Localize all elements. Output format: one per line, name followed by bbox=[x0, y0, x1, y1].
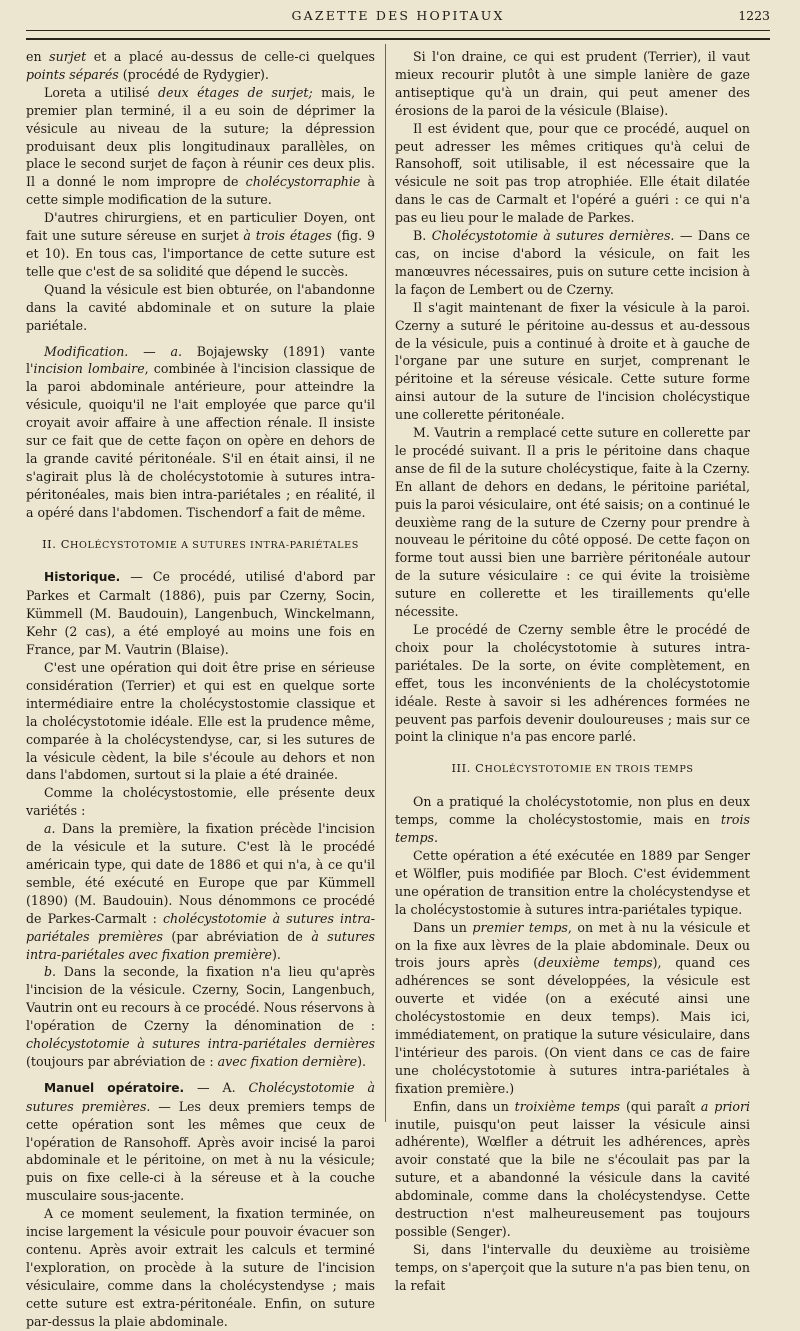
section-heading-2: II. CHOLÉCYSTOTOMIE A SUTURES INTRA-PARIÉTALES bbox=[42, 536, 359, 551]
paragraph: D'autres chirurgiens, et en particulier Doyen, ont fait une suture séreuse en surjet à trois étages (fig. 9 et 10). En tous cas, l'importance de cette suture est telle que c'est de sa solidité que dépend le succès. bbox=[26, 210, 375, 279]
header-rule-thin bbox=[26, 30, 770, 31]
paragraph: b. Dans la seconde, la fixation n'a lieu qu'après l'incision de la vésicule. Czerny, Socin, Langenbuch, Vautrin ont eu recours à ce procédé. Nous réservons à l'opération de Czerny la dénomination de : cholécystotomie à sutures intra-pariétales dernières (toujours par abréviation de : avec fixation dernière). bbox=[26, 964, 375, 1069]
paragraph: Dans un premier temps, on met à nu la vésicule et on la fixe aux lèvres de la plaie abdominale. Deux ou trois jours après (deuxième temps), quand ces adhérences se sont développées, la vésicule est ouverte et vidée (on a exécuté ainsi une cholécystostomie en deux temps). Mais ici, immédiatement, on pratique la suture vésiculaire, dans l'intérieur des parois. (On vient dans ce cas de faire une cholécystotomie à sutures intra-pariétales à fixation première.) bbox=[395, 919, 750, 1096]
paragraph: B. Cholécystotomie à sutures dernières. — Dans ce cas, on incise d'abord la vésicule, on fait les manœuvres nécessaires, puis on suture cette incision à la façon de Lembert ou de Czerny. bbox=[395, 228, 751, 297]
paragraph: Loreta a utilisé deux étages de surjet; mais, le premier plan terminé, il a eu soin de déprimer la vésicule au niveau de la suture; la dépression produisant deux plis longitudinaux parallèles, on place le second surjet de façon à réunir ces deux plis. Il a donné le nom impropre de cholécystorraphie à cette simple modification de la suture. bbox=[26, 84, 375, 208]
paragraph: On a pratiqué la cholécystotomie, non plus en deux temps, comme la cholécystostomie, mais en trois temps. bbox=[395, 794, 750, 846]
paragraph: Si, dans l'intervalle du deuxième au troisième temps, on s'aperçoit que la suture n'a pas bien tenu, on la refait bbox=[395, 1241, 750, 1293]
paragraph: Cette opération a été exécutée en 1889 par Senger et Wölfler, puis modifiée par Bloch. C'est évidemment une opération de transition entre la cholécystendyse et la cholécystostomie à sutures intra-pariétales typique. bbox=[395, 847, 750, 917]
journal-title: GAZETTE DES HOPITAUX bbox=[291, 8, 505, 23]
paragraph: Modification. — a. Bojajewsky (1891) vante l'incision lombaire, combinée à l'incision classique de la paroi abdominale antérieure, pour atteindre la vésicule, quoiqu'il ne l'ait employée que parce qu'il croyait avoir affaire à une affection rénale. Il insiste sur ce fait que de cette façon on opère en dehors de la grande cavité péritonéale. S'il en était ainsi, il ne s'agirait plus là de cholécystotomie à sutures intra-péritonéales, mais bien intra-pariétales ; en réalité, il a opéré dans l'abdomen. Tischendorf a fait de même. bbox=[26, 343, 376, 520]
paragraph: a. Dans la première, la fixation précède l'incision de la vésicule et la suture. C'est là le procédé américain type, qui date de 1886 et qui n'a, à ce qu'il semble, été exécuté en Europe que par Kümmell (1890) (M. Baudouin). Nous dénommons ce procédé de Parkes-Carmalt : cholécystotomie à sutures intra-pariétales premières (par abréviation de à sutures intra-pariétales avec fixation première). bbox=[26, 821, 375, 962]
paragraph: M. Vautrin a remplacé cette suture en collerette par le procédé suivant. Il a pris le péritoine dans chaque anse de fil de la suture cholécystique, faite à la Czerny. En allant de dehors en dedans, le péritoine pariétal, puis la paroi vésiculaire, ont été saisis; on a continué le deuxième rang de la suture de Czerny pour prendre à nouveau le péritoine du côté opposé. De cette façon on forme tout aussi bien une barrière péritonéale autour de la suture vésiculaire : ce qui évite la troisième suture en collerette et les tiraillements qu'elle nécessite. bbox=[395, 425, 750, 620]
paragraph: Si l'on draine, ce qui est prudent (Terrier), il vaut mieux recourir plutôt à une simple lanière de gaze antiseptique qu'à un drain, qui peut amener des érosions de la paroi de la vésicule (Blaise). bbox=[395, 49, 750, 118]
paragraph: Il est évident que, pour que ce procédé, auquel on peut adresser les mêmes critiques qu'à celui de Ransohoff, soit utilisable, il est nécessaire que la vésicule ne soit pas trop atrophiée. Elle était dilatée dans le cas de Carmalt et l'opéré a guéri : ce qui n'a pas eu lieu pour le malade de Parkes. bbox=[395, 120, 750, 226]
paragraph: en surjet et a placé au-dessus de celle-ci quelques points séparés (procédé de Rydygier). bbox=[26, 49, 375, 82]
page-number: 1223 bbox=[738, 8, 770, 23]
paragraph: Quand la vésicule est bien obturée, on l'abandonne dans la cavité abdominale et on suture la plaie pariétale. bbox=[26, 281, 375, 333]
paragraph: Enfin, dans un troixième temps (qui paraît a priori inutile, puisqu'on peut laisser la vésicule ainsi adhérente), Wœlfler a détruit les adhérences, après avoir constaté que la bile ne s'écoulait pas par la suture, et a abandonné la vésicule dans la cavité abdominale, comme dans la cholécystendyse. Cette destruction n'est malheureusement pas toujours possible (Senger). bbox=[395, 1098, 750, 1239]
paragraph: C'est une opération qui doit être prise en sérieuse considération (Terrier) et qui est en quelque sorte intermédiaire entre la cholécystostomie classique et la cholécystotomie idéale. Elle est la prudence même, comparée à la cholécystendyse, car, si les sutures de la vésicule cèdent, la bile s'écoule au dehors et non dans l'abdomen, surtout si la plaie a été drainée. bbox=[26, 660, 375, 783]
page-header bbox=[26, 6, 770, 30]
paragraph: A ce moment seulement, la fixation terminée, on incise largement la vésicule pour pouvoir évacuer son contenu. Après avoir extrait les calculs et terminé l'exploration, on procède à la suture de l'incision vésiculaire, comme dans la cholécystendyse ; mais cette suture est extra-péritonéale. Enfin, on suture par-dessus la plaie abdominale. bbox=[26, 1206, 375, 1329]
section-heading-3: III. CHOLÉCYSTOTOMIE EN TROIS TEMPS bbox=[451, 761, 694, 776]
column-separator bbox=[385, 44, 386, 1122]
paragraph: Le procédé de Czerny semble être le procédé de choix pour la cholécystotomie à sutures intra-pariétales. De la sorte, on évite complètement, en effet, tous les inconvénients de la cholécystotomie idéale. Reste à savoir si les adhérences formées ne peuvent pas parfois devenir douloureuses ; mais sur ce point la clinique n'a pas encore parlé. bbox=[395, 622, 750, 745]
right-column bbox=[395, 48, 750, 1295]
paragraph: Historique. — Ce procédé, utilisé d'abord par Parkes et Carmalt (1886), puis par Czerny, Socin, Kümmell (M. Baudouin), Langenbuch, Winckelmann, Kehr (2 cas), a été employé au moins une fois en France, par M. Vautrin (Blaise). bbox=[26, 569, 375, 658]
paragraph: Comme la cholécystostomie, elle présente deux variétés : bbox=[26, 785, 375, 819]
paragraph: Manuel opératoire. — A. Cholécystotomie à sutures premières. — Les deux premiers temps de cette opération sont les mêmes que ceux de l'opération de Ransohoff. Après avoir incisé la paroi abdominale et le péritoine, on met à nu la vésicule; puis on fixe celle-ci à la séreuse et à la couche musculaire sous-jacente. bbox=[26, 1079, 375, 1204]
paragraph: Il s'agit maintenant de fixer la vésicule à la paroi. Czerny a suturé le péritoine au-dessus et au-dessous de la vésicule, puis a continué à droite et à gauche de l'organe par une suture en surjet, comprenant le péritoine et la séreuse vésicale. Cette suture forme ainsi autour de la suture de l'incision cholécystique une collerette péritonéale. bbox=[395, 299, 750, 423]
header-rule-thick bbox=[26, 38, 770, 40]
left-column bbox=[26, 48, 375, 1331]
